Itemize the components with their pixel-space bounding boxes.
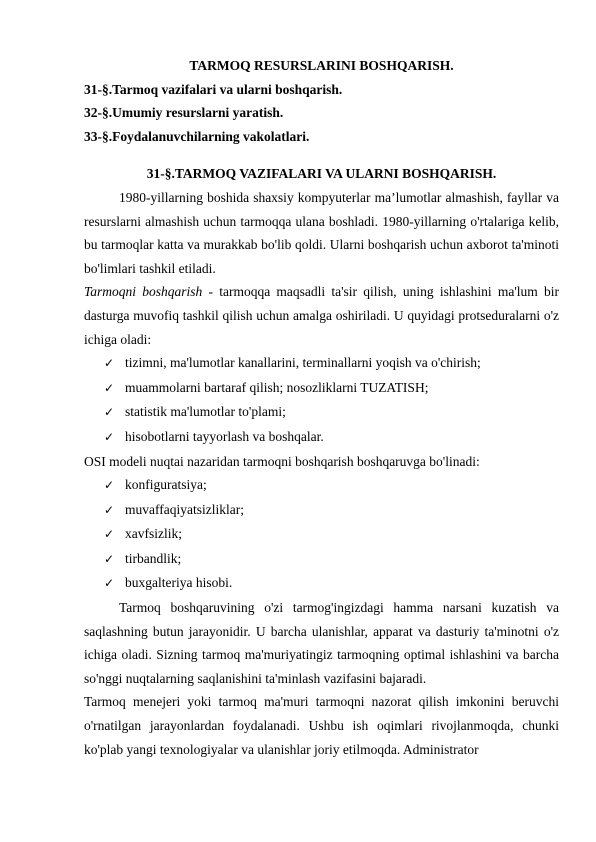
toc-item: 31-§.Tarmoq vazifalari va ularni boshqarish. [84, 81, 343, 97]
list-item [104, 473, 559, 498]
checkmark-icon: ✓ [104, 429, 115, 444]
list-item-text: xavfsizlik; [125, 526, 182, 542]
list-item-text: hisobotlarni tayyorlash va boshqalar. [125, 428, 324, 444]
list-item-text: tirbandlik; [125, 550, 182, 566]
list-item [104, 547, 559, 572]
list-item-text: statistik ma'lumotlar to'plami; [125, 404, 286, 420]
paragraph-administrator: Tarmoq menejeri yoki tarmoq ma'muri tarmoqni nazorat qilish imkonini beruvchi o'rnatilgan jarayonlardan foydalanadi. Ushbu ish oqimlari rivojlanmoqda, chunki ko'plab yangi texnologiyalar va ulanishlar joriy etilmoqda. Administrator [84, 694, 559, 757]
paragraph-osi: OSI modeli nuqtai nazaridan tarmoqni boshqarish boshqaruvga bo'linadi: [84, 453, 480, 469]
list-item-text: konfiguratsiya; [125, 477, 207, 493]
list-item [104, 498, 559, 523]
list-item [104, 351, 559, 376]
checkmark-icon: ✓ [104, 380, 115, 395]
checkmark-icon: ✓ [104, 551, 115, 566]
spacer [84, 148, 559, 162]
checkmark-icon: ✓ [104, 576, 115, 591]
checkmark-icon: ✓ [104, 478, 115, 493]
list-item-text: muvaffaqiyatsizliklar; [125, 501, 244, 517]
list-item [104, 425, 559, 450]
toc-item: 32-§.Umumiy resurslarni yaratish. [84, 105, 284, 121]
document-page [84, 54, 559, 761]
toc-item: 33-§.Foydalanuvchilarning vakolatlari. [84, 128, 310, 144]
checkmark-icon: ✓ [104, 527, 115, 542]
section-title: 31-§.TARMOQ VAZIFALARI VA ULARNI BOSHQARISH. [146, 166, 497, 182]
paragraph-definition [84, 280, 559, 351]
list-item [104, 400, 559, 425]
paragraph-intro: 1980-yillarning boshida shaxsiy kompyuterlar ma’lumotlar almashish, fayllar va resurslarni almashish uchun tarmoqqa ulana boshladi. 1980-yillarning o'rtalariga kelib, bu tarmoqlar katta va murakkab bo'lib qoldi. Ularni boshqarish uchun axborot ta'minoti bo'limlari tashkil etiladi. [84, 189, 559, 276]
list-item [104, 522, 559, 547]
list-item [104, 571, 559, 596]
list-item-text: muammolarni bartaraf qilish; nosozliklarni TUZATISH; [125, 379, 429, 395]
definition-text: - tarmoqqa maqsadli ta'sir qilish, uning ishlashini ma'lum bir dasturga muvofiq tashkil qilish uchun amalga oshiriladi. U quyidagi protseduralarni o'z ichiga oladi: [84, 284, 559, 347]
list-item [104, 376, 559, 401]
checkmark-icon: ✓ [104, 502, 115, 517]
osi-management-list [84, 473, 559, 596]
list-item-text: tizimni, ma'lumotlar kanallarini, terminallarni yoqish va o'chirish; [125, 355, 481, 371]
term-network-management: Tarmoqni boshqarish [84, 284, 203, 300]
paragraph-management-process: Tarmoq boshqaruvining o'zi tarmog'ingizdagi hamma narsani kuzatish va saqlashning butun jarayonidir. U barcha ulanishlar, apparat va dasturiy ta'minotni o'z ichiga oladi. Sizning tarmoq ma'muriyatingiz tarmoqning optimal ishlashini va barcha so'nggi nuqtalarning saqlanishini ta'minlash vazifasini bajaradi. [84, 600, 559, 686]
list-item-text: buxgalteriya hisobi. [125, 575, 233, 591]
procedures-list [84, 351, 559, 449]
checkmark-icon: ✓ [104, 356, 115, 371]
document-title: TARMOQ RESURSLARINI BOSHQARISH. [189, 58, 454, 73]
checkmark-icon: ✓ [104, 405, 115, 420]
